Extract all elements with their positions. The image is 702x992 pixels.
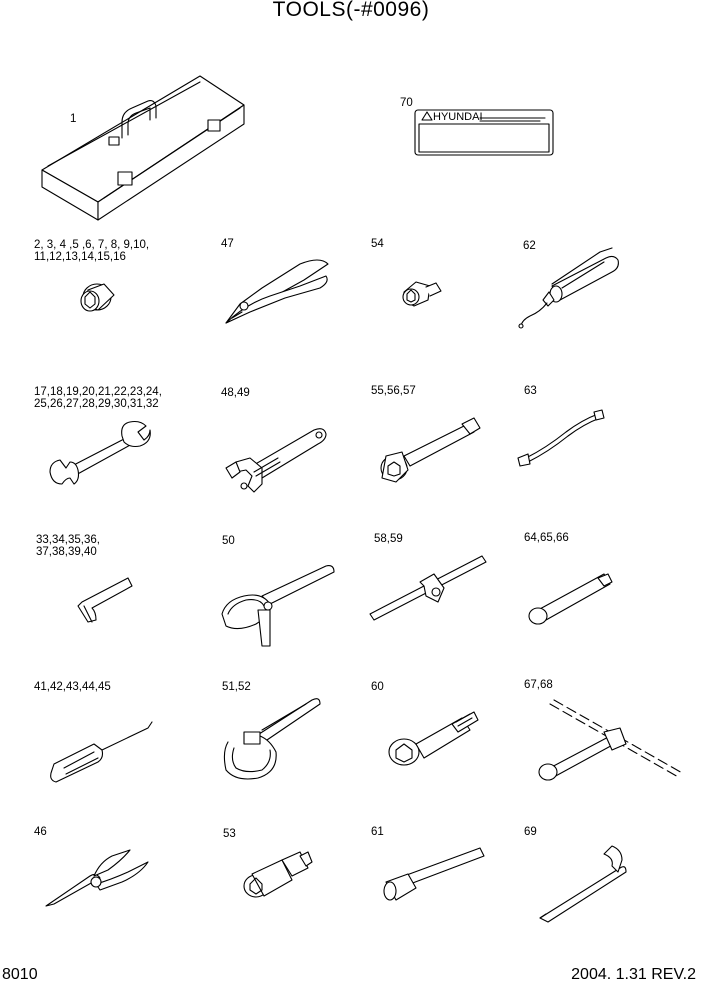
part-label-hex-key: 33,34,35,36, 37,38,39,40 [36, 534, 100, 558]
box-spanner-drawing [529, 574, 612, 624]
part-label-ratchet: 60 [371, 681, 384, 693]
part-label-t-handle: 58,59 [374, 533, 403, 545]
t-handle-drawing [370, 556, 486, 620]
long-nose-pliers-drawing [46, 850, 148, 906]
adjustable-wrench-drawing [226, 429, 326, 492]
part-label-t-socket-wrench: 67,68 [524, 679, 553, 691]
part-label-adapter: 54 [371, 238, 384, 250]
part-label-decal: 70 [400, 97, 413, 109]
part-label-l-wrench: 69 [524, 826, 537, 838]
revision-date: 2004. 1.31 REV.2 [571, 966, 696, 983]
ratchet-drawing [389, 712, 478, 765]
extension-bar-drawing [381, 418, 480, 482]
part-label-filter-wrench-50: 50 [222, 535, 235, 547]
t-socket-wrench-drawing [539, 700, 684, 780]
l-wrench-drawing [540, 846, 626, 922]
adapter-drawing [403, 282, 441, 306]
part-label-extension-bar: 55,56,57 [371, 385, 416, 397]
toolbox-drawing [42, 76, 244, 220]
decal-drawing [415, 110, 553, 155]
screwdriver-drawing [51, 722, 152, 782]
socket-drawing [81, 284, 114, 311]
hammer-drawing [384, 848, 484, 900]
open-wrench-drawing [50, 422, 150, 485]
part-label-long-nose-pliers: 46 [34, 826, 47, 838]
part-label-grease-gun: 62 [523, 240, 536, 252]
grease-gun-drawing [519, 248, 618, 328]
page-title: TOOLS(-#0096) [272, 0, 430, 21]
part-label-filter-wrench-51: 51,52 [222, 681, 251, 693]
part-label-socket: 2, 3, 4 ,5 ,6, 7, 8, 9,10, 11,12,13,14,15,16 [34, 239, 150, 263]
part-label-adjustable-wrench: 48,49 [221, 387, 250, 399]
part-label-screwdriver: 41,42,43,44,45 [34, 681, 111, 693]
page-number: 8010 [2, 966, 38, 983]
filter-wrench-50-drawing [222, 566, 334, 646]
part-label-box-spanner: 64,65,66 [524, 532, 569, 544]
part-label-universal-joint: 53 [223, 828, 236, 840]
hose-drawing [518, 410, 604, 466]
part-label-hammer: 61 [371, 826, 384, 838]
decal-brand-text: HYUNDAI [433, 111, 483, 123]
part-label-toolbox: 1 [70, 113, 77, 125]
part-label-open-wrench: 17,18,19,20,21,22,23,24, 25,26,27,28,29,30,31,32 [34, 386, 162, 410]
universal-joint-drawing [244, 852, 312, 897]
pliers-47-drawing [226, 260, 328, 323]
part-label-pliers-47: 47 [221, 238, 234, 250]
part-label-hose: 63 [524, 385, 537, 397]
filter-wrench-51-drawing [224, 699, 320, 779]
hex-key-drawing [78, 578, 132, 622]
